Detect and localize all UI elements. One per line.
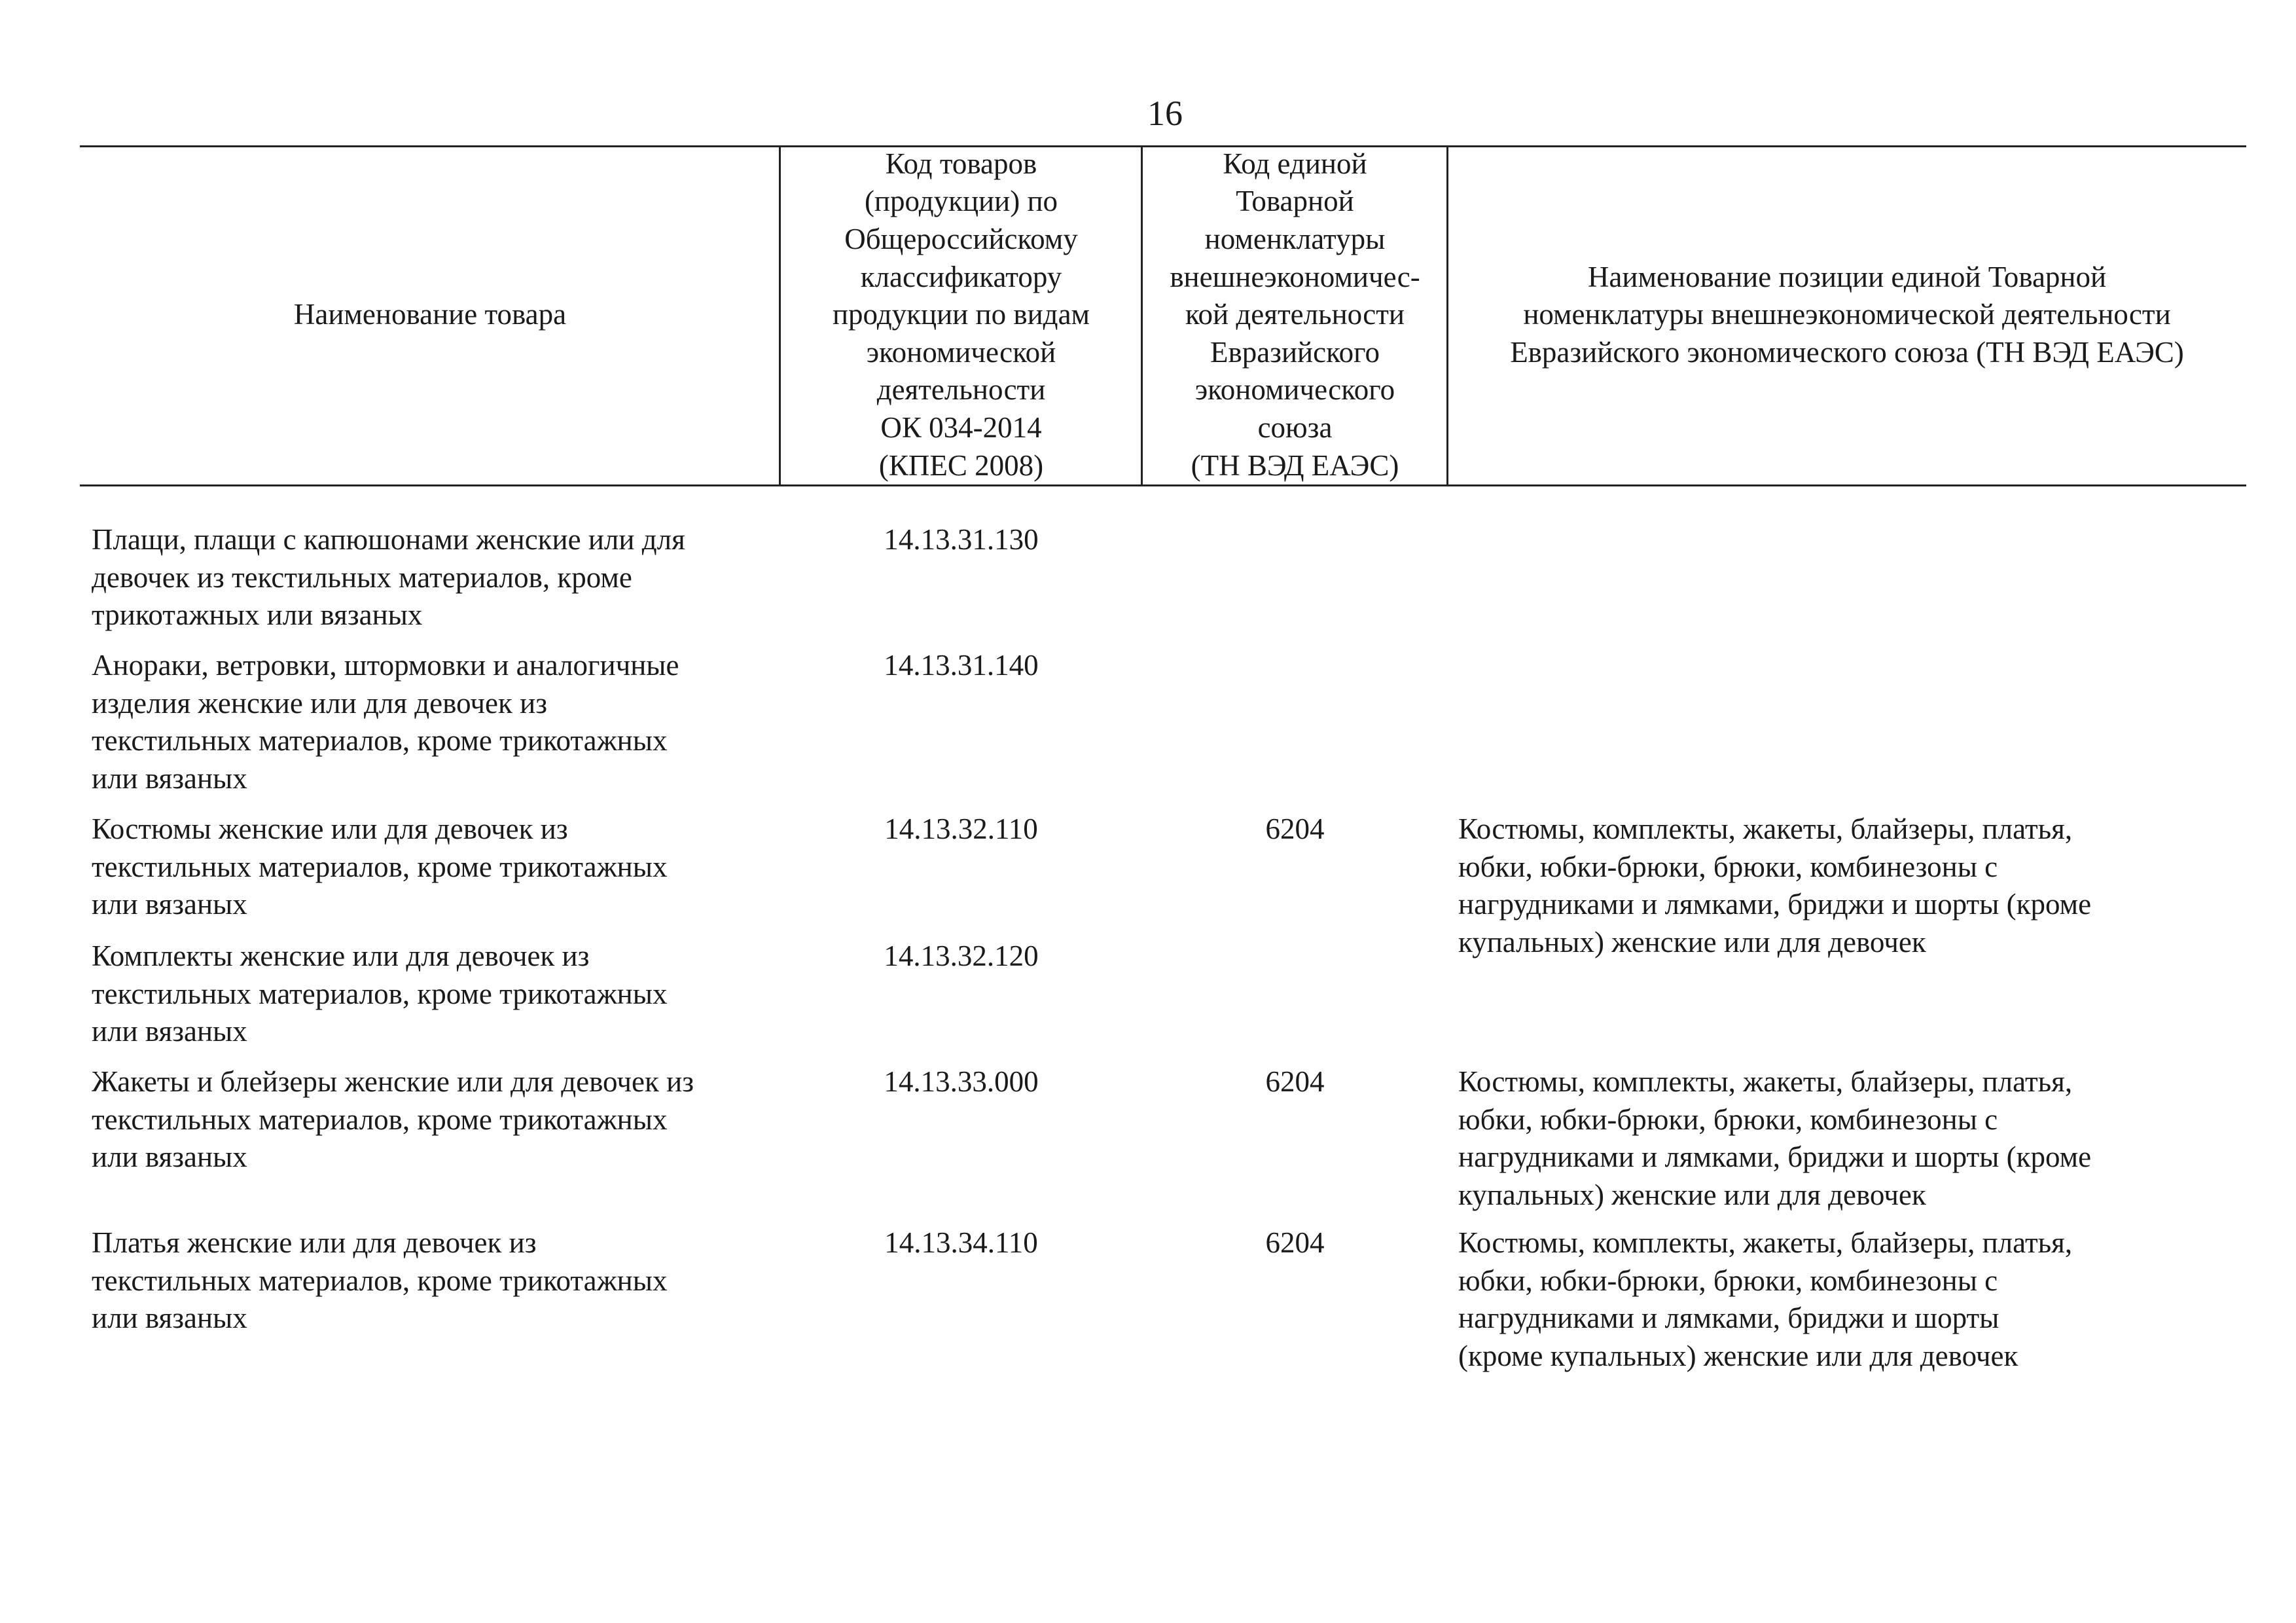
header-product-name-text: Наименование товара (293, 298, 567, 331)
table-cell-product-name: Жакеты и блейзеры женские или для девочек из текстильных материалов, кроме трикотажных или вязаных (92, 1065, 694, 1174)
header-tnved-code (1142, 145, 1448, 484)
page-number: 16 (1147, 94, 1183, 133)
table-cell-okpd-code: 14.13.32.110 (884, 812, 1038, 845)
header-product-name (80, 145, 780, 484)
table-cell-okpd-code: 14.13.32.120 (884, 939, 1039, 972)
table-cell-product-name: Анораки, ветровки, штормовки и аналогичные изделия женские или для девочек из текстильных материалов, кроме трикотажных или вязаных (92, 649, 679, 795)
header-okpd-code (780, 145, 1142, 484)
header-okpd-code-text: Код товаров (продукции) по Общероссийскому классификатору продукции по видам экономической деятельности ОК 034-2014 (КПЕС 2008) (832, 147, 1090, 482)
table-cell-product-name: Костюмы женские или для девочек из текстильных материалов, кроме трикотажных или вязаных (92, 812, 668, 921)
table-cell-tnved-position-name: Костюмы, комплекты, жакеты, блайзеры, платья, юбки, юбки-брюки, брюки, комбинезоны с нагрудниками и лямками, бриджи и шорты (кроме купальных) женские или для девочек (1458, 812, 2092, 958)
table-cell-okpd-code: 14.13.33.000 (884, 1065, 1039, 1098)
table-cell-product-name: Плащи, плащи с капюшонами женские или для девочек из текстильных материалов, кроме трикотажных или вязаных (92, 523, 685, 632)
table-cell-tnved-code: 6204 (1265, 812, 1325, 845)
header-tnved-position-name (1448, 145, 2246, 484)
table-cell-okpd-code: 14.13.31.140 (884, 649, 1039, 682)
table-cell-okpd-code: 14.13.31.130 (884, 523, 1039, 556)
table-cell-tnved-position-name: Костюмы, комплекты, жакеты, блайзеры, платья, юбки, юбки-брюки, брюки, комбинезоны с нагрудниками и лямками, бриджи и шорты (кроме купальных) женские или для девочек (1458, 1065, 2092, 1211)
table-cell-product-name: Комплекты женские или для девочек из текстильных материалов, кроме трикотажных или вязаных (92, 939, 668, 1048)
table-cell-product-name: Платья женские или для девочек из текстильных материалов, кроме трикотажных или вязаных (92, 1226, 668, 1335)
header-tnved-code-text: Код единой Товарной номенклатуры внешнеэкономичес- кой деятельности Евразийского экономического союза (ТН ВЭД ЕАЭС) (1170, 147, 1420, 482)
table-cell-okpd-code: 14.13.34.110 (884, 1226, 1038, 1259)
header-tnved-position-name-text: Наименование позиции единой Товарной номенклатуры внешнеэкономической деятельности Евразийского экономического союза (ТН ВЭД ЕАЭС) (1510, 260, 2184, 369)
table-header-bottom-rule (80, 484, 2246, 486)
table-cell-tnved-position-name: Костюмы, комплекты, жакеты, блайзеры, платья, юбки, юбки-брюки, брюки, комбинезоны с нагрудниками и лямками, бриджи и шорты (кроме купальных) женские или для девочек (1458, 1226, 2073, 1372)
table-cell-tnved-code: 6204 (1265, 1065, 1325, 1098)
table-cell-tnved-code: 6204 (1265, 1226, 1325, 1259)
